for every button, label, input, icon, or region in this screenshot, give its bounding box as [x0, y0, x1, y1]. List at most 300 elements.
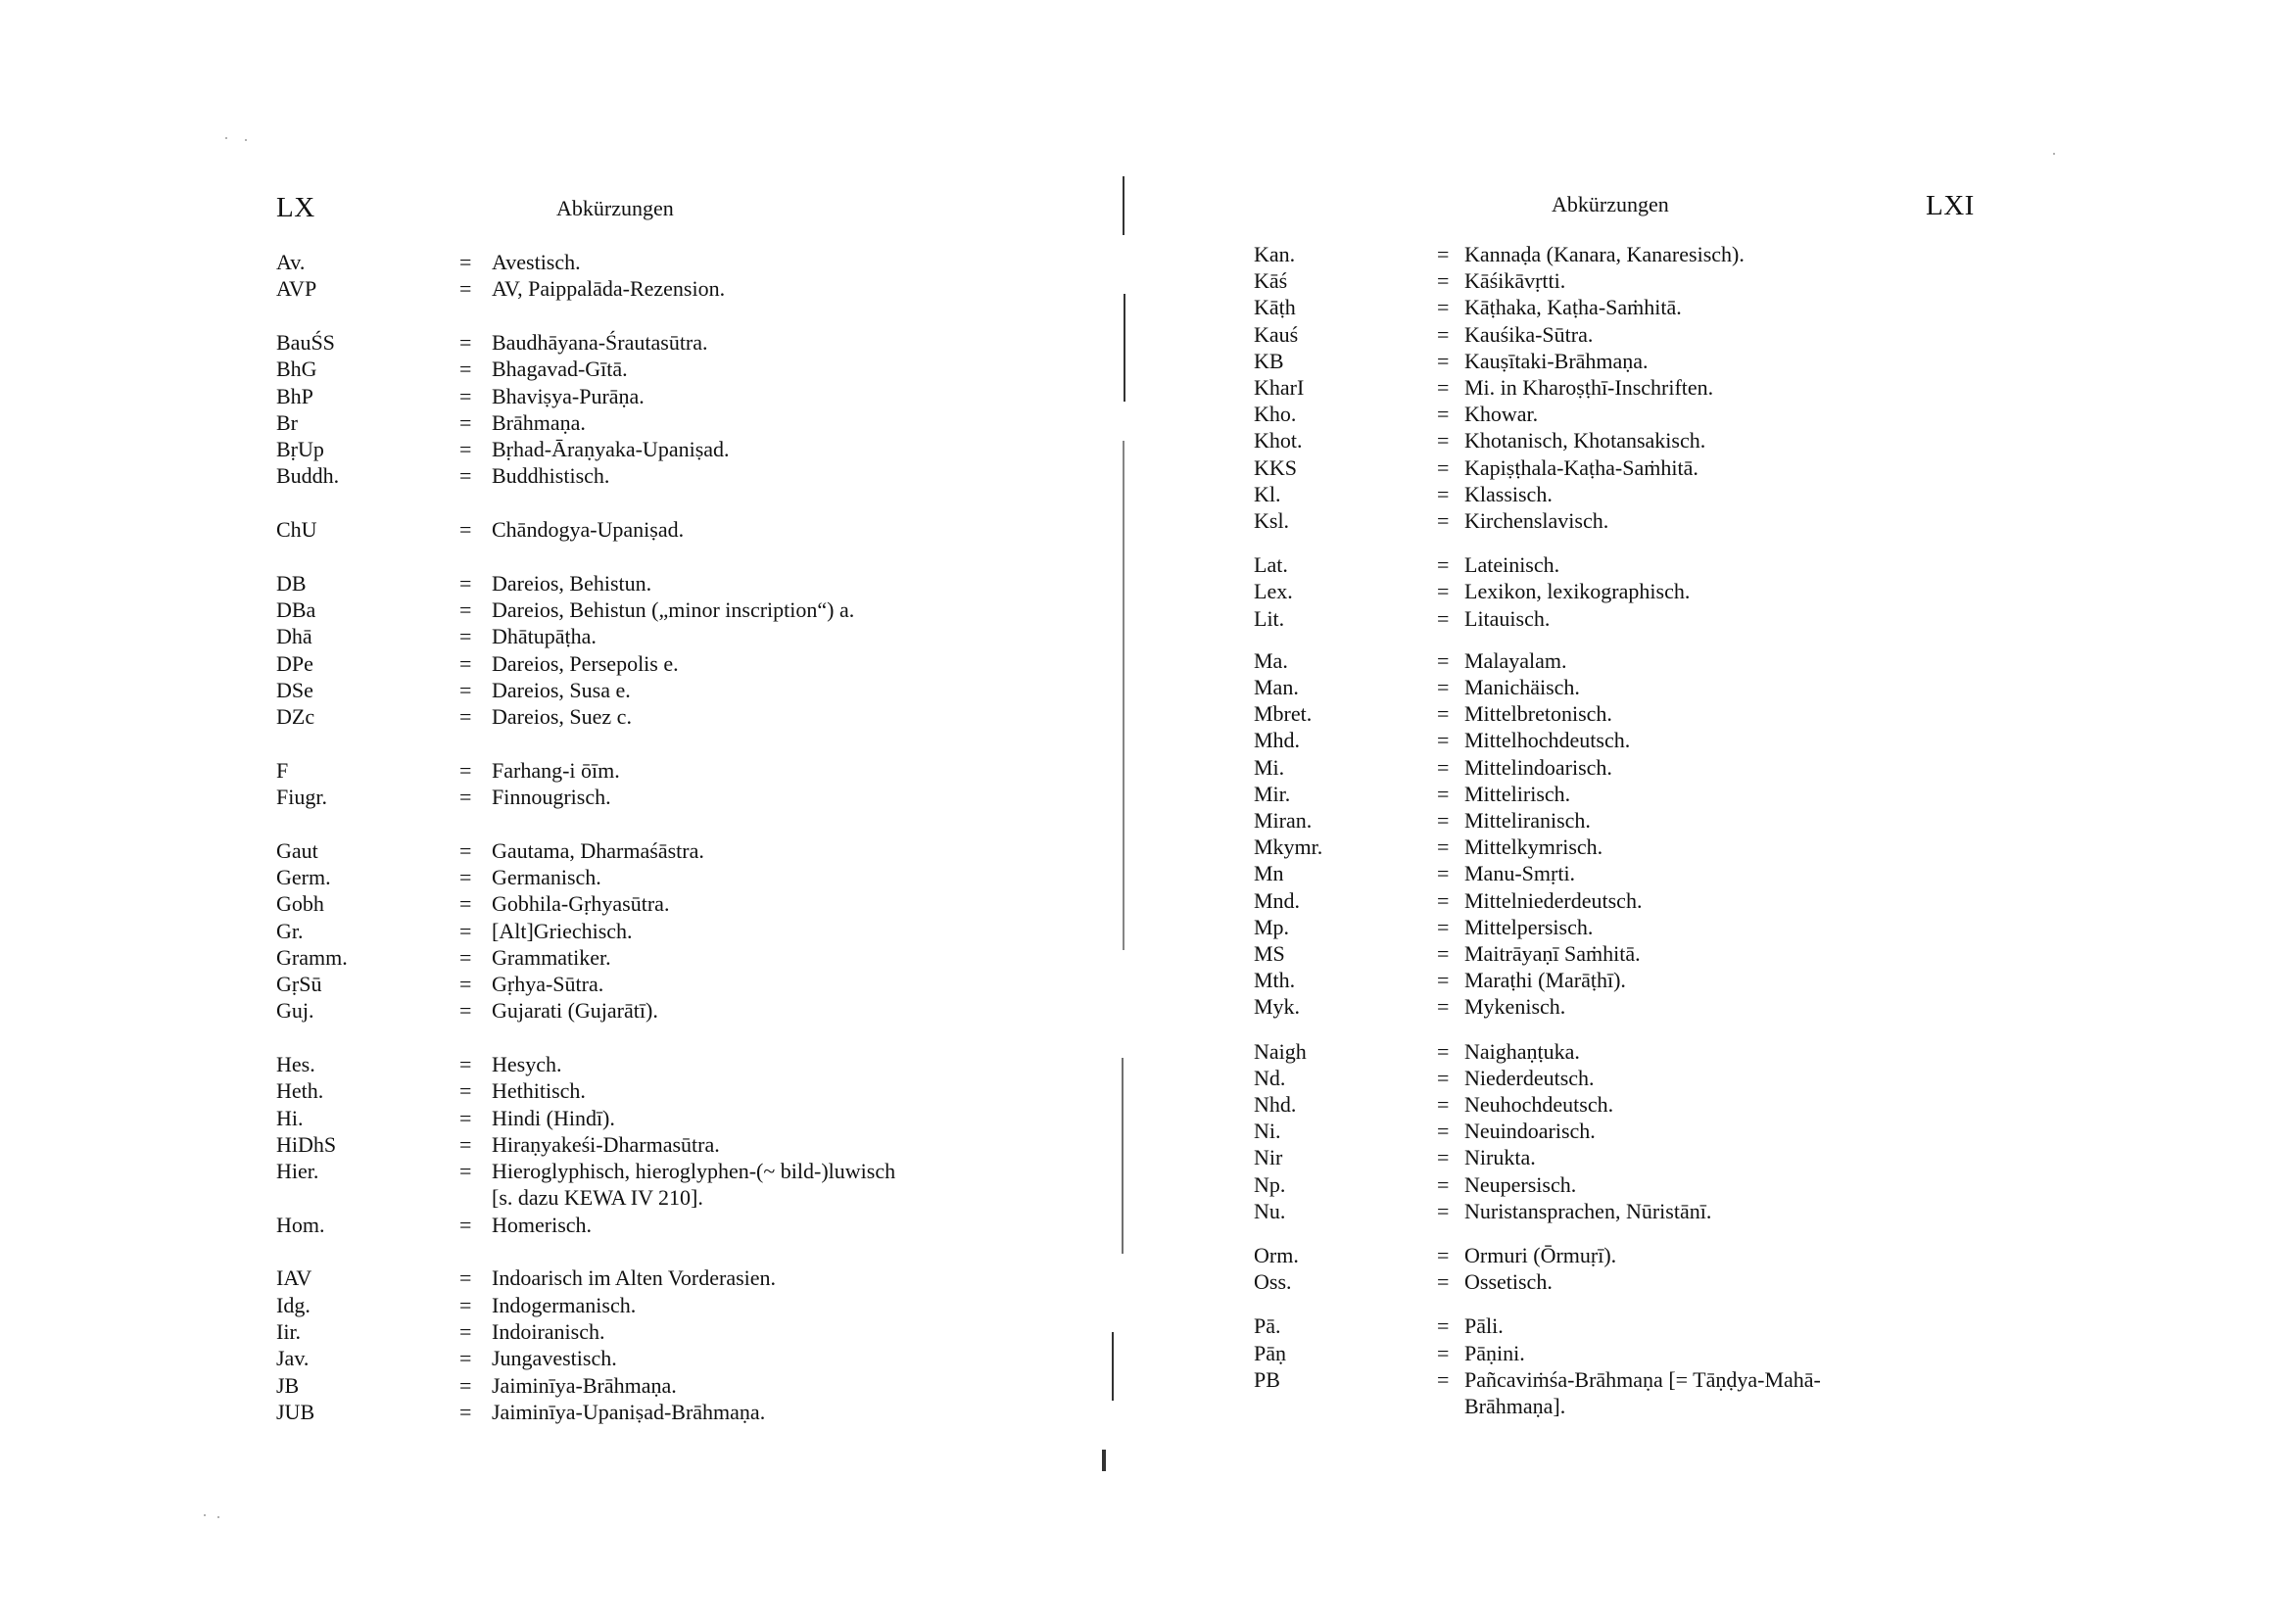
definition-text: Lateinisch. — [1464, 552, 1560, 578]
definition-text: Niederdeutsch. — [1464, 1065, 1595, 1090]
abbreviation: Myk. — [1254, 994, 1301, 1020]
abbreviation: Guj. — [276, 998, 314, 1024]
definition-text: Litauisch. — [1464, 605, 1551, 631]
abbreviation: Hier. — [276, 1159, 319, 1184]
abbreviation: BhP — [276, 383, 313, 408]
definition — [1464, 481, 1553, 507]
equals-sign: = — [1437, 1065, 1450, 1090]
equals-sign: = — [459, 624, 472, 649]
abbreviation: Kan. — [1254, 242, 1296, 266]
scan-speck — [245, 139, 247, 141]
scan-speck — [204, 1514, 206, 1516]
abbreviation: F — [276, 757, 289, 783]
abbreviation: Br — [276, 409, 298, 435]
definition — [492, 1292, 636, 1318]
abbreviation: Av. — [276, 250, 306, 274]
equals-sign: = — [1437, 1092, 1450, 1117]
equals-sign: = — [1437, 1038, 1450, 1064]
abbreviation: Kāś — [1254, 268, 1288, 294]
definition-text: Kapiṣṭhala-Kaṭha-Saṁhitā. — [1464, 454, 1698, 480]
abbreviation: Gramm. — [276, 944, 348, 970]
definition-text: Pāṇini. — [1464, 1340, 1525, 1365]
equals-sign: = — [459, 570, 472, 596]
abbreviation: Iir. — [276, 1319, 302, 1344]
equals-sign: = — [1437, 887, 1450, 913]
equals-sign: = — [459, 677, 472, 702]
abbreviation: Gaut — [276, 837, 318, 863]
definition — [492, 1077, 586, 1104]
definition — [492, 516, 684, 543]
definition — [492, 1318, 604, 1345]
abbreviation: Np. — [1254, 1171, 1286, 1197]
abbreviation: Pā. — [1254, 1313, 1281, 1339]
definition-text: Gṛhya-Sūtra. — [492, 972, 604, 997]
abbreviation: Gobh — [276, 891, 324, 917]
equals-sign: = — [1437, 1340, 1450, 1365]
equals-sign: = — [1437, 508, 1450, 533]
equals-sign: = — [459, 1212, 472, 1237]
definition-text: Kannaḍa (Kanara, Kanaresisch). — [1464, 242, 1745, 266]
definition-text: Khotanisch, Khotansakisch. — [1464, 428, 1706, 453]
gutter-line — [1123, 176, 1124, 235]
definition-text: Germanisch. — [492, 864, 601, 889]
definition — [492, 409, 586, 436]
abbreviation: Buddh. — [276, 463, 340, 489]
gutter-line — [1124, 294, 1125, 402]
definition — [1464, 807, 1591, 834]
equals-sign: = — [1437, 1119, 1450, 1144]
abbreviation: Dhā — [276, 624, 312, 649]
definition-text: Dareios, Behistun („minor inscription“) a. — [492, 596, 855, 622]
abbreviation: Orm. — [1254, 1243, 1299, 1267]
abbreviation: Mnd. — [1254, 887, 1301, 913]
abbreviation: DB — [276, 570, 307, 596]
definition — [1464, 551, 1559, 578]
definition — [492, 1399, 765, 1425]
equals-sign: = — [459, 998, 472, 1024]
definition-text: Mittelbretonisch. — [1464, 701, 1612, 727]
equals-sign: = — [1437, 968, 1450, 993]
abbreviation: Naigh — [1254, 1038, 1307, 1064]
equals-sign: = — [1437, 454, 1450, 480]
definition-text: Neuindoarisch. — [1464, 1119, 1596, 1144]
equals-sign: = — [1437, 647, 1450, 673]
equals-sign: = — [459, 463, 472, 489]
equals-sign: = — [1437, 321, 1450, 347]
abbreviation: DBa — [276, 596, 316, 622]
definition — [1464, 647, 1566, 674]
equals-sign: = — [1437, 242, 1450, 266]
definition-text: Indogermanisch. — [492, 1292, 637, 1317]
definition — [1464, 1242, 1616, 1268]
definition — [492, 383, 645, 409]
definition — [1464, 754, 1612, 781]
abbreviation: Lex. — [1254, 579, 1293, 604]
equals-sign: = — [459, 1265, 472, 1291]
definition — [1464, 374, 1713, 401]
definition — [1464, 674, 1580, 700]
definition — [1464, 860, 1575, 886]
abbreviation: BhG — [276, 357, 317, 382]
definition-text: Neuhochdeutsch. — [1464, 1092, 1614, 1117]
abbreviation: Mir. — [1254, 781, 1291, 806]
definition — [1464, 781, 1570, 807]
equals-sign: = — [459, 1346, 472, 1371]
definition — [1464, 454, 1698, 481]
abbreviation: Mhd. — [1254, 728, 1301, 753]
abbreviation: JB — [276, 1372, 300, 1398]
definition-text: Mittelkymrisch. — [1464, 835, 1603, 860]
definition — [492, 329, 708, 356]
definition — [492, 1131, 720, 1158]
definition-text: Brāhmaṇa. — [492, 409, 586, 435]
equals-sign: = — [1437, 941, 1450, 966]
equals-sign: = — [1437, 754, 1450, 780]
abbreviation: Kauś — [1254, 321, 1299, 347]
abbreviation: Jav. — [276, 1346, 310, 1371]
equals-sign: = — [1437, 552, 1450, 578]
equals-sign: = — [1437, 1366, 1450, 1392]
definition-text: Bṛhad-Āraṇyaka-Upaniṣad. — [492, 437, 730, 462]
page-number: LXI — [1926, 190, 1975, 221]
equals-sign: = — [1437, 835, 1450, 860]
equals-sign: = — [459, 918, 472, 943]
equals-sign: = — [1437, 861, 1450, 886]
equals-sign: = — [1437, 402, 1450, 427]
equals-sign: = — [459, 250, 472, 274]
definition — [1464, 1065, 1595, 1091]
definition-text: Pāli. — [1464, 1313, 1504, 1339]
definition — [1464, 834, 1602, 860]
gutter-line — [1122, 1058, 1124, 1254]
definition — [1464, 241, 1745, 267]
abbreviation: Germ. — [276, 864, 331, 889]
equals-sign: = — [1437, 675, 1450, 699]
abbreviation: Gr. — [276, 918, 304, 943]
definition — [492, 570, 651, 596]
definition — [1464, 940, 1641, 967]
definition — [492, 757, 620, 784]
abbreviation: BauŚS — [276, 329, 335, 355]
abbreviation: JUB — [276, 1399, 315, 1424]
gutter-line — [1112, 1332, 1114, 1401]
equals-sign: = — [459, 972, 472, 997]
equals-sign: = — [1437, 579, 1450, 604]
equals-sign: = — [459, 704, 472, 730]
equals-sign: = — [1437, 428, 1450, 453]
equals-sign: = — [1437, 701, 1450, 727]
definition-text: Pañcaviṁśa-Brāhmaṇa [= Tāṇḍya-Mahā- — [1464, 1366, 1821, 1392]
abbreviation: MS — [1254, 941, 1285, 966]
definition-continuation: [s. dazu KEWA IV 210]. — [492, 1185, 703, 1211]
right-page — [1136, 0, 2296, 1622]
definition-text: Homerisch. — [492, 1212, 593, 1237]
equals-sign: = — [459, 1399, 472, 1424]
definition-text: Avestisch. — [492, 250, 581, 274]
abbreviation: BṛUp — [276, 437, 324, 462]
definition-text: Dareios, Behistun. — [492, 570, 652, 596]
equals-sign: = — [1437, 295, 1450, 320]
abbreviation: HiDhS — [276, 1131, 337, 1157]
equals-sign: = — [1437, 481, 1450, 506]
definition — [492, 890, 669, 917]
definition-text: Dhātupāṭha. — [492, 624, 597, 649]
equals-sign: = — [459, 329, 472, 355]
definition — [1464, 427, 1705, 453]
definition — [492, 677, 631, 703]
definition-text: Mitteliranisch. — [1464, 808, 1591, 833]
abbreviation: Ma. — [1254, 647, 1288, 673]
definition-text: Indoarisch im Alten Vorderasien. — [492, 1265, 777, 1291]
scan-speck — [217, 1516, 219, 1518]
equals-sign: = — [1437, 728, 1450, 753]
definition — [492, 1264, 776, 1291]
definition-text: Farhang-i ōīm. — [492, 757, 620, 783]
abbreviation: Mi. — [1254, 754, 1285, 780]
equals-sign: = — [1437, 348, 1450, 373]
definition — [1464, 1268, 1553, 1295]
definition — [492, 623, 597, 649]
abbreviation: Mn — [1254, 861, 1284, 886]
definition — [492, 997, 658, 1024]
scan-speck — [2053, 153, 2055, 155]
definition-text: Dareios, Persepolis e. — [492, 650, 679, 676]
definition-text: Kāśikāvṛtti. — [1464, 268, 1566, 294]
left-page — [0, 0, 1136, 1622]
gutter-line — [1102, 1450, 1106, 1471]
running-head: Abkürzungen — [1552, 192, 1669, 216]
definition — [1464, 401, 1538, 427]
definition-text: Neupersisch. — [1464, 1171, 1577, 1197]
definition-text: Kauṣītaki-Brāhmaṇa. — [1464, 348, 1649, 373]
abbreviation: Ksl. — [1254, 508, 1290, 533]
scan-speck — [225, 137, 227, 139]
abbreviation: KB — [1254, 348, 1284, 373]
definition — [492, 918, 633, 944]
definition — [492, 249, 581, 275]
abbreviation: Kho. — [1254, 402, 1297, 427]
equals-sign: = — [459, 1292, 472, 1317]
definition — [492, 837, 704, 864]
definition-text: Mi. in Kharoṣṭhī-Inschriften. — [1464, 375, 1714, 400]
definition — [492, 356, 628, 382]
definition — [1464, 1038, 1580, 1065]
definition-text: Buddhistisch. — [492, 463, 610, 489]
definition-text: Mittelindoarisch. — [1464, 754, 1612, 780]
abbreviation: Nu. — [1254, 1198, 1286, 1223]
definition — [1464, 1340, 1525, 1366]
equals-sign: = — [459, 757, 472, 783]
definition-text: Chāndogya-Upaniṣad. — [492, 517, 685, 542]
equals-sign: = — [1437, 781, 1450, 806]
equals-sign: = — [459, 891, 472, 917]
definition-text: Bhaviṣya-Purāṇa. — [492, 383, 645, 408]
equals-sign: = — [459, 785, 472, 809]
definition — [1464, 267, 1565, 294]
definition-text: Hindi (Hindī). — [492, 1105, 615, 1130]
definition — [1464, 1171, 1576, 1198]
equals-sign: = — [1437, 808, 1450, 833]
definition — [1464, 727, 1630, 753]
definition-text: Lexikon, lexikographisch. — [1464, 579, 1691, 604]
definition — [1464, 1118, 1596, 1144]
equals-sign: = — [459, 1319, 472, 1344]
abbreviation: Nd. — [1254, 1065, 1286, 1090]
definition-text: Hesych. — [492, 1052, 562, 1076]
definition-text: [Alt]Griechisch. — [492, 918, 633, 943]
definition-text: AV, Paippalāda-Rezension. — [492, 276, 726, 302]
abbreviation: Mp. — [1254, 914, 1290, 939]
abbreviation: Hom. — [276, 1212, 325, 1237]
abbreviation: Oss. — [1254, 1269, 1292, 1295]
definition-text: Maitrāyaṇī Saṁhitā. — [1464, 941, 1641, 966]
definition-text: Kāṭhaka, Kaṭha-Saṁhitā. — [1464, 295, 1682, 320]
equals-sign: = — [1437, 605, 1450, 631]
definition — [492, 1051, 561, 1077]
equals-sign: = — [459, 1105, 472, 1130]
abbreviation: Pāṇ — [1254, 1340, 1286, 1365]
definition — [1464, 1091, 1613, 1118]
abbreviation: Hi. — [276, 1105, 304, 1130]
equals-sign: = — [459, 1131, 472, 1157]
abbreviation: AVP — [276, 276, 317, 302]
equals-sign: = — [459, 864, 472, 889]
definition — [1464, 700, 1612, 727]
abbreviation: Man. — [1254, 675, 1299, 699]
definition — [1464, 967, 1626, 993]
definition-text: Klassisch. — [1464, 481, 1553, 506]
abbreviation: IAV — [276, 1265, 312, 1291]
abbreviation: Ni. — [1254, 1119, 1281, 1144]
definition-text: Hieroglyphisch, hieroglyphen-(~ bild-)luwisch — [492, 1159, 896, 1184]
definition-text: Manu-Smṛti. — [1464, 861, 1576, 886]
definition — [1464, 294, 1682, 320]
definition-text: Indoiranisch. — [492, 1319, 605, 1344]
definition — [1464, 1312, 1504, 1339]
equals-sign: = — [459, 409, 472, 435]
definition — [492, 1158, 895, 1212]
equals-sign: = — [459, 276, 472, 302]
equals-sign: = — [459, 1078, 472, 1104]
abbreviation: Lit. — [1254, 605, 1285, 631]
definition-text: Kauśika-Sūtra. — [1464, 321, 1594, 347]
abbreviation: Hes. — [276, 1052, 315, 1076]
definition-text: Maraṭhi (Marāṭhī). — [1464, 968, 1626, 993]
definition-text: Mykenisch. — [1464, 994, 1566, 1020]
definition — [492, 944, 611, 971]
definition — [492, 650, 679, 677]
definition-text: Dareios, Suez c. — [492, 704, 632, 730]
definition-text: Gautama, Dharmaśāstra. — [492, 837, 704, 863]
definition-text: Ossetisch. — [1464, 1269, 1553, 1295]
definition-text: Mittelirisch. — [1464, 781, 1571, 806]
definition-text: Gobhila-Gṛhyasūtra. — [492, 891, 670, 917]
running-head: Abkürzungen — [556, 196, 674, 220]
abbreviation: PB — [1254, 1366, 1280, 1392]
definition — [1464, 1144, 1536, 1170]
definition — [1464, 1198, 1711, 1224]
equals-sign: = — [1437, 1198, 1450, 1223]
definition — [1464, 887, 1642, 914]
abbreviation: Mth. — [1254, 968, 1296, 993]
abbreviation: Miran. — [1254, 808, 1313, 833]
definition-text: Hiraṇyakeśi-Dharmasūtra. — [492, 1131, 720, 1157]
equals-sign: = — [459, 1052, 472, 1076]
definition-text: Finnougrisch. — [492, 785, 611, 809]
definition — [1464, 993, 1565, 1020]
definition — [492, 1105, 615, 1131]
definition-continuation: Brāhmaṇa]. — [1464, 1394, 1566, 1419]
definition — [492, 864, 601, 890]
definition-text: Nirukta. — [1464, 1145, 1536, 1170]
definition — [1464, 605, 1550, 632]
definition-text: Khowar. — [1464, 402, 1539, 427]
definition-text: Baudhāyana-Śrautasūtra. — [492, 329, 708, 355]
page-number: LX — [276, 192, 315, 223]
definition-text: Mittelhochdeutsch. — [1464, 728, 1631, 753]
definition-text: Mittelpersisch. — [1464, 914, 1594, 939]
definition — [492, 971, 603, 997]
abbreviation: Idg. — [276, 1292, 311, 1317]
equals-sign: = — [1437, 268, 1450, 294]
definition-text: Dareios, Susa e. — [492, 677, 631, 702]
definition — [492, 1372, 677, 1399]
equals-sign: = — [459, 944, 472, 970]
abbreviation: KKS — [1254, 454, 1298, 480]
abbreviation: Nir — [1254, 1145, 1283, 1170]
definition — [1464, 914, 1593, 940]
equals-sign: = — [459, 437, 472, 462]
abbreviation: Heth. — [276, 1078, 324, 1104]
definition-text: Jaiminīya-Brāhmaṇa. — [492, 1372, 677, 1398]
definition — [492, 1345, 617, 1371]
equals-sign: = — [459, 596, 472, 622]
equals-sign: = — [1437, 914, 1450, 939]
equals-sign: = — [459, 1372, 472, 1398]
equals-sign: = — [1437, 1243, 1450, 1267]
abbreviation: Lat. — [1254, 552, 1288, 578]
abbreviation: Fiugr. — [276, 785, 327, 809]
definition-text: Ormuri (Ōrmuṛī). — [1464, 1243, 1617, 1267]
abbreviation: ChU — [276, 517, 317, 542]
definition-text: Gujarati (Gujarātī). — [492, 998, 658, 1024]
definition — [1464, 1366, 1821, 1420]
definition-text: Jungavestisch. — [492, 1346, 617, 1371]
definition — [1464, 578, 1690, 604]
abbreviation: DZc — [276, 704, 315, 730]
gutter-line — [1123, 441, 1124, 950]
equals-sign: = — [1437, 1171, 1450, 1197]
definition-text: Mittelniederdeutsch. — [1464, 887, 1643, 913]
abbreviation: Kl. — [1254, 481, 1281, 506]
definition — [492, 275, 725, 302]
definition-text: Kirchenslavisch. — [1464, 508, 1609, 533]
equals-sign: = — [459, 517, 472, 542]
definition-text: Nuristansprachen, Nūristānī. — [1464, 1198, 1712, 1223]
abbreviation: Mkymr. — [1254, 835, 1323, 860]
definition — [492, 784, 611, 810]
definition — [1464, 348, 1649, 374]
equals-sign: = — [1437, 1269, 1450, 1295]
definition-text: Naighaṇṭuka. — [1464, 1038, 1580, 1064]
equals-sign: = — [459, 837, 472, 863]
abbreviation: Nhd. — [1254, 1092, 1297, 1117]
abbreviation: Mbret. — [1254, 701, 1313, 727]
abbreviation: DPe — [276, 650, 313, 676]
definition — [492, 436, 730, 462]
definition-text: Manichäisch. — [1464, 675, 1580, 699]
definition-text: Grammatiker. — [492, 944, 611, 970]
